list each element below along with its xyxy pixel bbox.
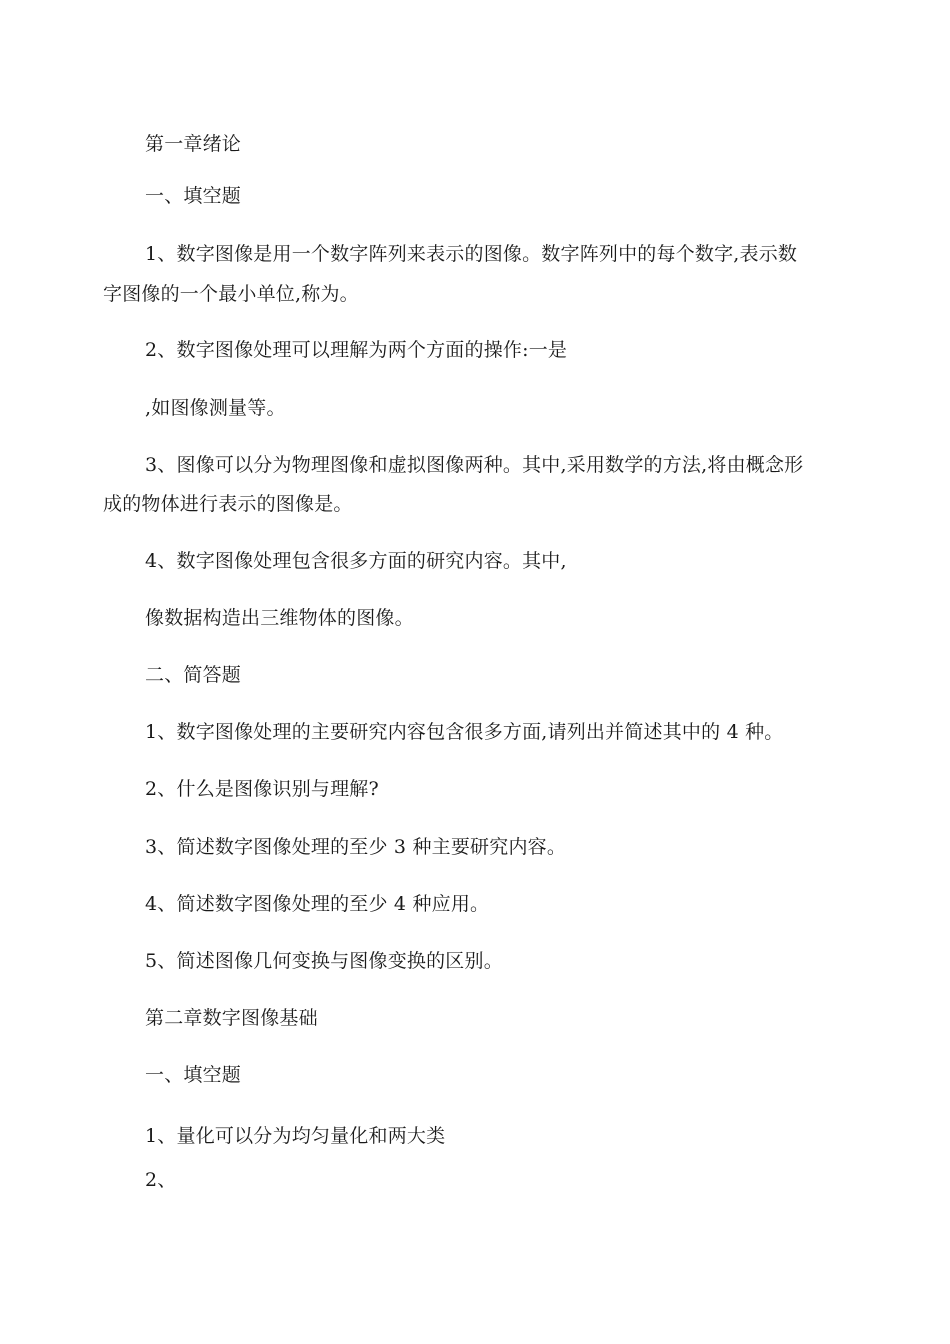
question-1-line-1: 1、数字图像是用一个数字阵列来表示的图像。数字阵列中的每个数字,表示数 bbox=[145, 243, 798, 265]
question-3-line-2: 成的物体进行表示的图像是。 bbox=[103, 493, 353, 515]
short-answer-4: 4、简述数字图像处理的至少 4 种应用。 bbox=[145, 893, 490, 915]
question-2-line-1: 2、数字图像处理可以理解为两个方面的操作:一是 bbox=[145, 339, 568, 361]
chapter-2-question-2: 2、 bbox=[145, 1169, 177, 1191]
chapter-2-question-1: 1、量化可以分为均匀量化和两大类 bbox=[145, 1125, 446, 1147]
section-short-answer-heading: 二、简答题 bbox=[145, 664, 242, 686]
section-fill-in-blank-heading: 一、填空题 bbox=[145, 185, 242, 207]
chapter-2-title: 第二章数字图像基础 bbox=[145, 1007, 318, 1029]
short-answer-5: 5、简述图像几何变换与图像变换的区别。 bbox=[145, 950, 503, 972]
question-1-line-2: 字图像的一个最小单位,称为。 bbox=[103, 283, 359, 305]
chapter-2-fill-in-blank-heading: 一、填空题 bbox=[145, 1064, 242, 1086]
question-4-line-2: 像数据构造出三维物体的图像。 bbox=[145, 607, 414, 629]
short-answer-3: 3、简述数字图像处理的至少 3 种主要研究内容。 bbox=[145, 836, 567, 858]
short-answer-1: 1、数字图像处理的主要研究内容包含很多方面,请列出并简述其中的 4 种。 bbox=[145, 721, 784, 743]
question-2-line-2: ,如图像测量等。 bbox=[145, 397, 286, 419]
chapter-1-title: 第一章绪论 bbox=[145, 133, 242, 155]
short-answer-2: 2、什么是图像识别与理解? bbox=[145, 778, 379, 800]
question-4-line-1: 4、数字图像处理包含很多方面的研究内容。其中, bbox=[145, 550, 567, 572]
question-3-line-1: 3、图像可以分为物理图像和虚拟图像两种。其中,采用数学的方法,将由概念形 bbox=[145, 454, 804, 476]
